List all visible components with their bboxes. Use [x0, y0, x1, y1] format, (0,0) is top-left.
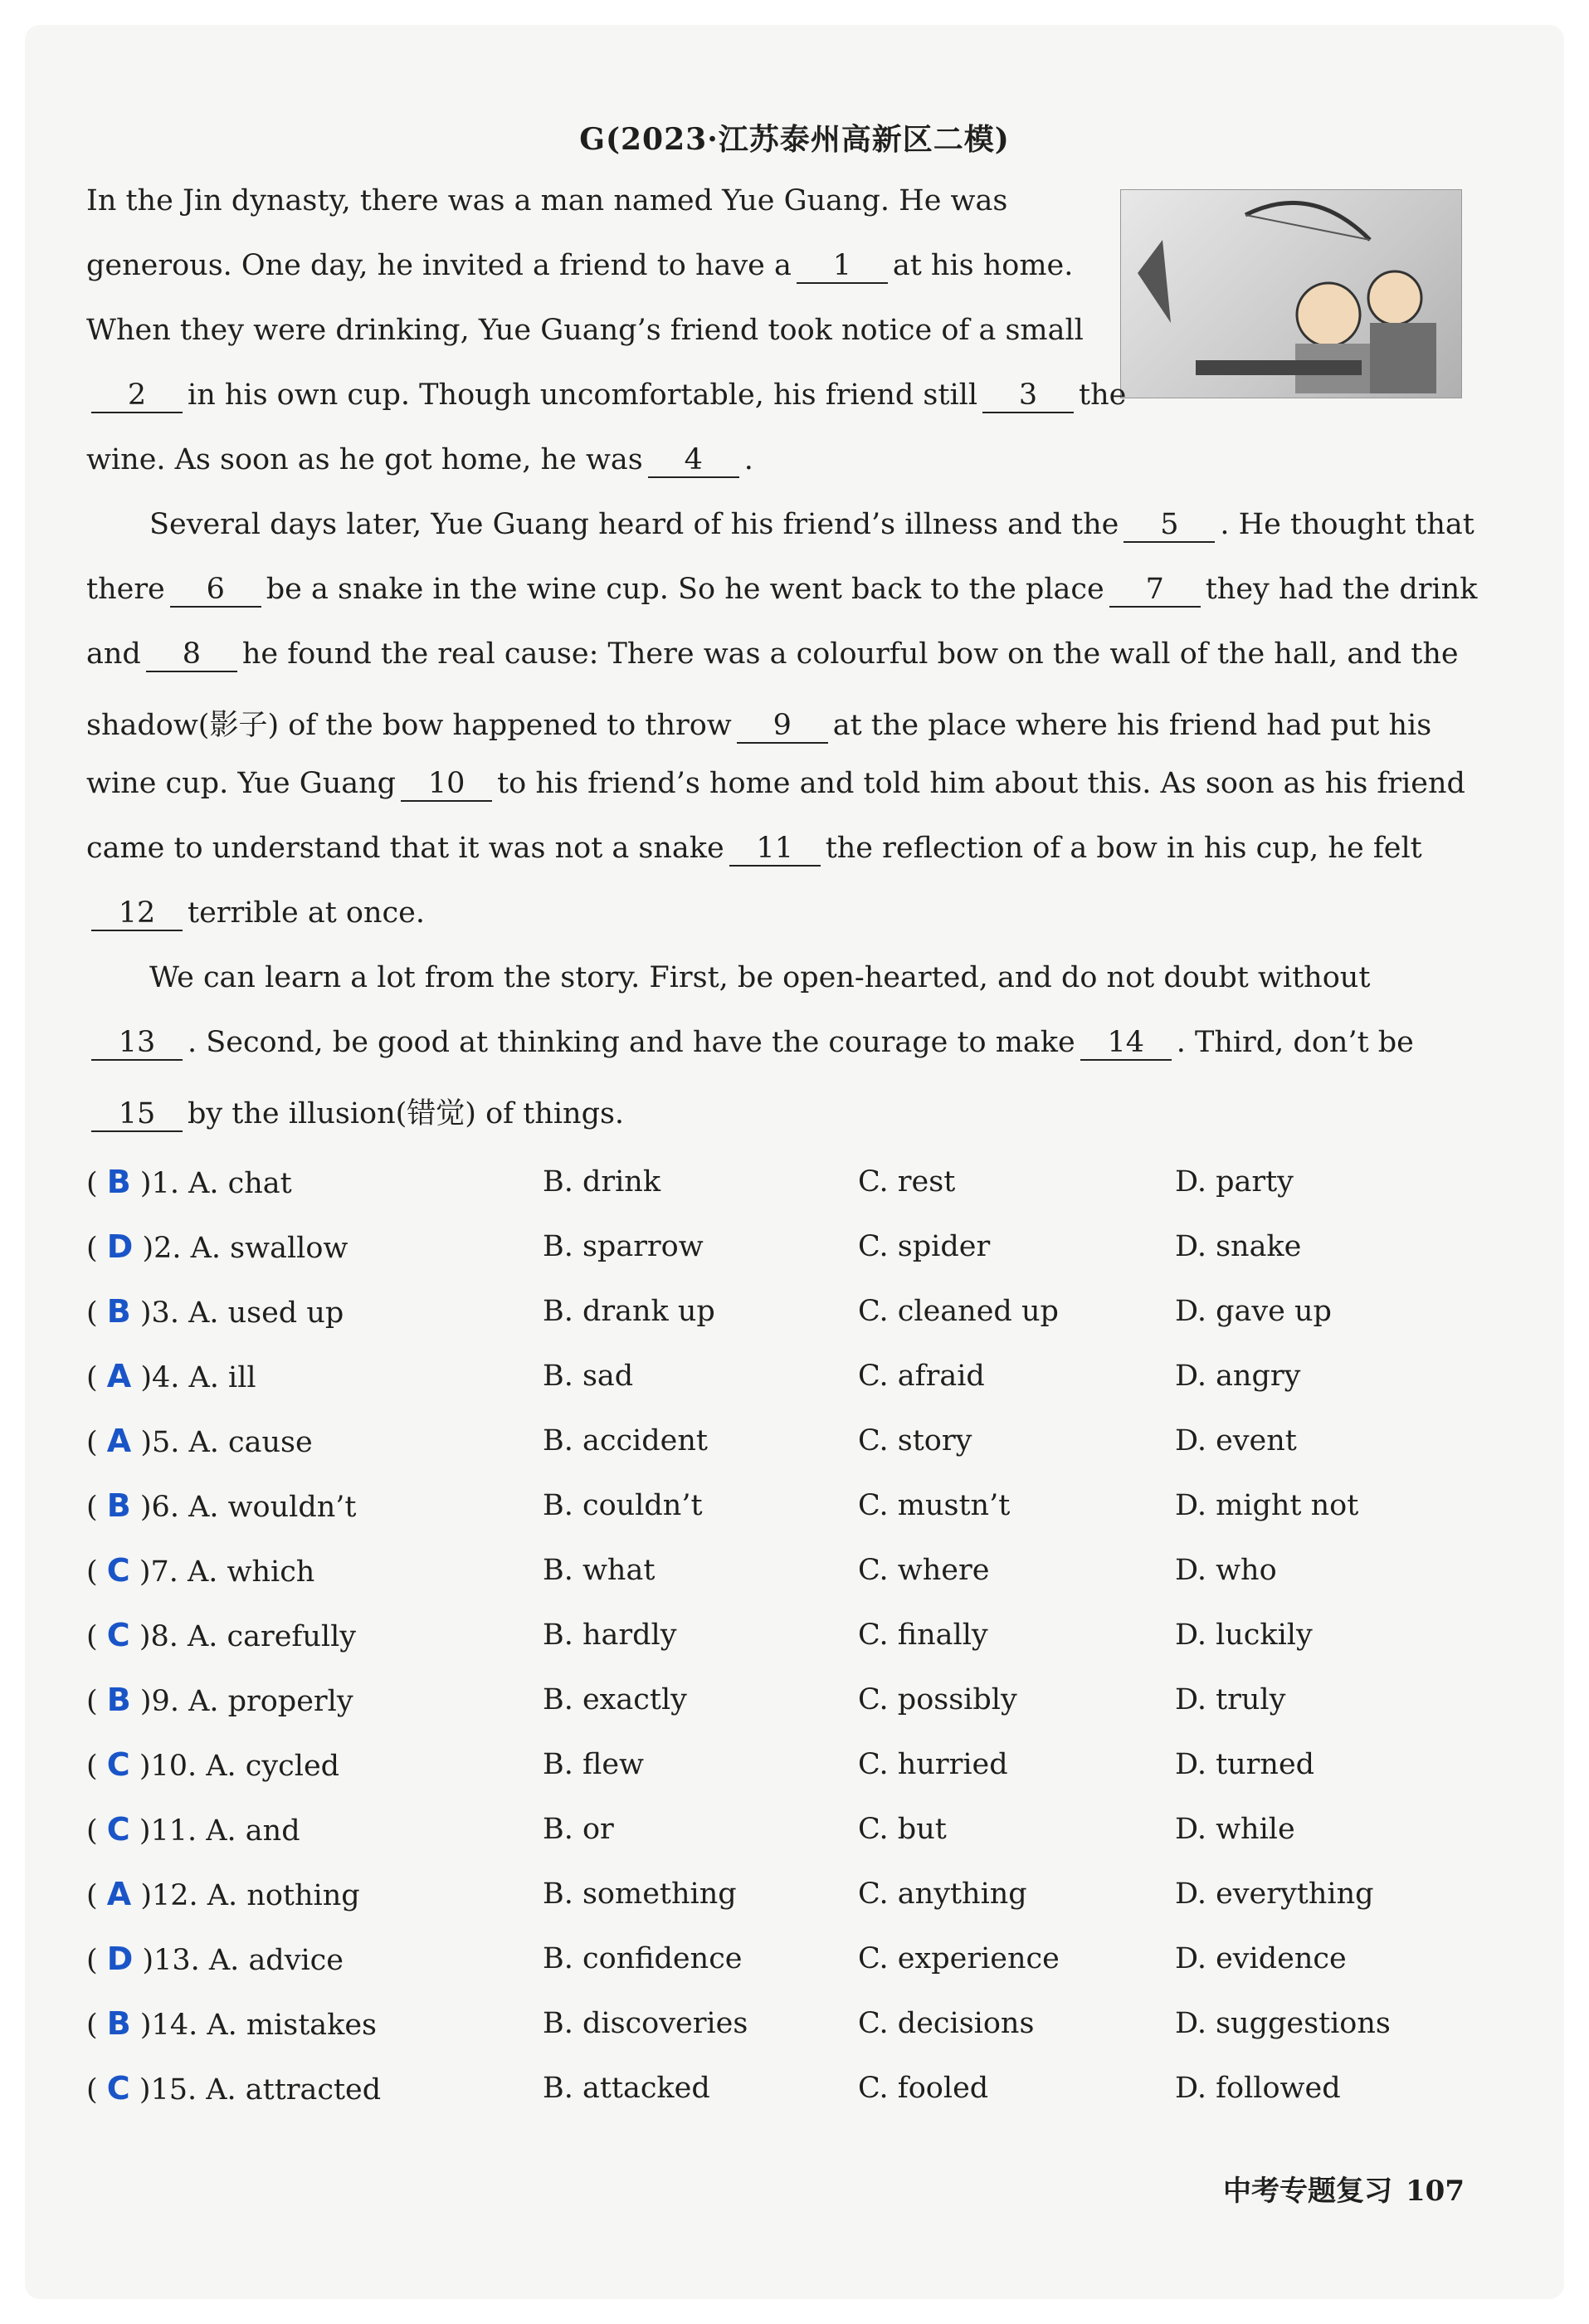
- p1-line-5-text-a: wine. As soon as he got home, he was: [86, 443, 643, 476]
- question-row: [86, 1150, 1464, 1214]
- answer-letter: B: [106, 1164, 131, 1200]
- option-a: ( A )12. A. nothing: [86, 1876, 360, 1912]
- option-c: C. where: [858, 1554, 990, 1587]
- option-b: B. discoveries: [543, 2007, 748, 2040]
- p2-line-6-text-a: came to understand that it was not a snake: [86, 832, 724, 865]
- question-row: [86, 1991, 1464, 2056]
- option-a: ( C )8. A. carefully: [86, 1617, 357, 1653]
- answer-letter: C: [106, 1811, 130, 1848]
- option-a-text: )12. A. nothing: [140, 1879, 360, 1912]
- option-a: ( C )10. A. cycled: [86, 1746, 340, 1783]
- answer-letter: A: [106, 1358, 132, 1394]
- question-row: [86, 1409, 1464, 1473]
- option-c: C. hurried: [858, 1748, 1008, 1781]
- p1-line-5: [86, 443, 753, 478]
- option-a: ( D )13. A. advice: [86, 1941, 344, 1977]
- option-c: C. cleaned up: [858, 1295, 1059, 1328]
- p2-line-4: [86, 702, 1431, 744]
- question-options: [86, 1150, 1464, 2121]
- p1-line-1: In the Jin dynasty, there was a man named Yue Guang. He was: [86, 184, 1008, 217]
- question-row: [86, 1473, 1464, 1538]
- p2-line-7: [86, 896, 425, 931]
- blank-12: 12: [91, 896, 183, 931]
- option-d: D. who: [1175, 1554, 1277, 1587]
- p2-line-5-text-a: wine cup. Yue Guang: [86, 767, 397, 800]
- answer-letter: C: [106, 1746, 130, 1783]
- option-a-text: )5. A. cause: [140, 1426, 313, 1459]
- p2-line-2: [86, 573, 1477, 608]
- option-a-text: )9. A. properly: [139, 1685, 353, 1718]
- option-d: D. while: [1175, 1813, 1295, 1846]
- option-b: B. something: [543, 1877, 737, 1911]
- p3-line-2-text-b: . Third, don’t be: [1176, 1026, 1414, 1059]
- option-d: D. truly: [1175, 1683, 1286, 1716]
- option-a: ( A )5. A. cause: [86, 1423, 313, 1459]
- option-a-text: )3. A. used up: [139, 1296, 344, 1330]
- blank-7: 7: [1109, 573, 1201, 608]
- option-a-text: )14. A. mistakes: [139, 2009, 378, 2042]
- answer-letter: C: [106, 1617, 130, 1653]
- option-a-text: )13. A. advice: [142, 1944, 344, 1977]
- option-c: C. story: [858, 1424, 972, 1457]
- blank-9: 9: [737, 709, 828, 744]
- option-c: C. rest: [858, 1165, 956, 1199]
- option-b: B. accident: [543, 1424, 708, 1457]
- option-a: ( C )11. A. and: [86, 1811, 300, 1848]
- option-c: C. possibly: [858, 1683, 1017, 1716]
- question-row: [86, 1603, 1464, 1667]
- p1-line-4: [86, 378, 1126, 413]
- option-c: C. spider: [858, 1230, 991, 1263]
- p3-line-1: We can learn a lot from the story. First, be open-hearted, and do not doubt without: [149, 961, 1371, 994]
- option-a-text: )2. A. swallow: [142, 1232, 349, 1265]
- p2-line-3-text-b: he found the real cause: There was a colourful bow on the wall of the hall, and the: [241, 637, 1459, 671]
- option-d: D. might not: [1175, 1489, 1359, 1522]
- answer-letter: D: [106, 1228, 134, 1265]
- answer-letter: B: [106, 1293, 131, 1330]
- option-c: C. afraid: [858, 1360, 985, 1393]
- option-a-text: )8. A. carefully: [139, 1620, 357, 1653]
- option-a: ( A )4. A. ill: [86, 1358, 256, 1394]
- option-a: ( B )3. A. used up: [86, 1293, 344, 1330]
- option-b: B. couldn’t: [543, 1489, 703, 1522]
- option-d: D. everything: [1175, 1877, 1374, 1911]
- option-d: D. turned: [1175, 1748, 1315, 1781]
- option-a-text: )10. A. cycled: [139, 1750, 340, 1783]
- option-a-text: )4. A. ill: [140, 1361, 256, 1394]
- option-b: B. or: [543, 1813, 614, 1846]
- blank-14: 14: [1080, 1026, 1172, 1061]
- option-c: C. fooled: [858, 2072, 989, 2105]
- question-row: [86, 1667, 1464, 1732]
- question-row: [86, 1344, 1464, 1409]
- blank-6: 6: [170, 573, 261, 608]
- option-c: C. finally: [858, 1618, 988, 1652]
- question-row: [86, 1279, 1464, 1344]
- option-a: ( B )1. A. chat: [86, 1164, 292, 1200]
- option-b: B. sad: [543, 1360, 634, 1393]
- p3-line-3-text: by the illusion(错觉) of things.: [188, 1097, 625, 1130]
- question-row: [86, 1214, 1464, 1279]
- option-a-text: )1. A. chat: [139, 1167, 292, 1200]
- option-b: B. drink: [543, 1165, 661, 1199]
- p3-line-2: [86, 1026, 1414, 1061]
- p1-line-2: [86, 249, 1073, 284]
- answer-letter: A: [106, 1876, 132, 1912]
- p2-line-3-text-a: and: [86, 637, 141, 671]
- option-d: D. party: [1175, 1165, 1294, 1199]
- option-a-text: )15. A. attracted: [139, 2073, 382, 2107]
- p1-line-2-text-b: at his home.: [892, 249, 1074, 282]
- blank-11: 11: [729, 832, 821, 867]
- blank-2: 2: [91, 378, 183, 413]
- question-row: [86, 1732, 1464, 1797]
- option-d: D. event: [1175, 1424, 1297, 1457]
- blank-5: 5: [1124, 508, 1215, 543]
- question-row: [86, 1926, 1464, 1991]
- option-b: B. sparrow: [543, 1230, 704, 1263]
- option-a-text: )6. A. wouldn’t: [139, 1491, 357, 1524]
- section-title: G(2023·江苏泰州高新区二模): [579, 122, 1010, 157]
- option-d: D. suggestions: [1175, 2007, 1391, 2040]
- answer-letter: B: [106, 2005, 131, 2042]
- option-a: ( B )9. A. properly: [86, 1682, 353, 1718]
- p1-line-2-text-a: generous. One day, he invited a friend to have a: [86, 249, 792, 282]
- option-a-text: )7. A. which: [139, 1555, 315, 1589]
- p2-line-1: [149, 508, 1474, 543]
- p2-line-5: [86, 767, 1465, 802]
- page-number: 107: [1406, 2175, 1465, 2208]
- story-illustration: [1120, 189, 1462, 398]
- blank-10: 10: [401, 767, 492, 802]
- option-b: B. attacked: [543, 2072, 710, 2105]
- p2-line-3: [86, 637, 1459, 672]
- option-a-text: )11. A. and: [139, 1814, 300, 1848]
- option-d: D. evidence: [1175, 1942, 1347, 1975]
- p2-line-5-text-b: to his friend’s home and told him about this. As soon as his friend: [497, 767, 1465, 800]
- option-a: ( C )15. A. attracted: [86, 2070, 382, 2107]
- question-row: [86, 2056, 1464, 2121]
- option-d: D. gave up: [1175, 1295, 1332, 1328]
- p2-line-4-text-a: shadow(影子) of the bow happened to throw: [86, 709, 732, 742]
- question-row: [86, 1538, 1464, 1603]
- p2-line-2-text-c: they had the drink: [1205, 573, 1478, 606]
- p1-line-4-text-b: the: [1079, 378, 1127, 412]
- blank-1: 1: [797, 249, 888, 284]
- option-a: ( C )7. A. which: [86, 1552, 315, 1589]
- p2-line-2-text-a: there: [86, 573, 165, 606]
- option-c: C. decisions: [858, 2007, 1035, 2040]
- p2-line-7-text: terrible at once.: [188, 896, 425, 930]
- option-a: ( B )6. A. wouldn’t: [86, 1487, 357, 1524]
- option-b: B. confidence: [543, 1942, 743, 1975]
- p2-line-4-text-b: at the place where his friend had put his: [832, 709, 1432, 742]
- footer-section: 中考专题复习: [1223, 2175, 1393, 2208]
- p1-line-5-text-b: .: [743, 443, 753, 476]
- option-b: B. drank up: [543, 1295, 715, 1328]
- option-b: B. what: [543, 1554, 656, 1587]
- answer-letter: A: [106, 1423, 132, 1459]
- option-c: C. but: [858, 1813, 947, 1846]
- blank-4: 4: [648, 443, 739, 478]
- option-b: B. exactly: [543, 1683, 687, 1716]
- answer-letter: D: [106, 1941, 134, 1977]
- option-b: B. hardly: [543, 1618, 677, 1652]
- blank-8: 8: [146, 637, 237, 672]
- p2-line-1-text-b: . He thought that: [1220, 508, 1474, 541]
- p3-line-3: [86, 1091, 624, 1132]
- option-b: B. flew: [543, 1748, 644, 1781]
- p1-line-3: When they were drinking, Yue Guang’s friend took notice of a small: [86, 314, 1084, 347]
- answer-letter: B: [106, 1682, 131, 1718]
- option-c: C. experience: [858, 1942, 1060, 1975]
- blank-3: 3: [982, 378, 1074, 413]
- option-c: C. mustn’t: [858, 1489, 1011, 1522]
- p1-line-4-text-a: in his own cup. Though uncomfortable, his friend still: [188, 378, 978, 412]
- option-d: D. snake: [1175, 1230, 1302, 1263]
- p2-line-6-text-b: the reflection of a bow in his cup, he felt: [825, 832, 1422, 865]
- blank-13: 13: [91, 1026, 183, 1061]
- answer-letter: B: [106, 1487, 131, 1524]
- p2-line-2-text-b: be a snake in the wine cup. So he went back to the place: [266, 573, 1104, 606]
- question-row: [86, 1797, 1464, 1862]
- option-a: ( B )14. A. mistakes: [86, 2005, 378, 2042]
- p2-line-1-text-a: Several days later, Yue Guang heard of his friend’s illness and the: [149, 508, 1119, 541]
- option-d: D. followed: [1175, 2072, 1341, 2105]
- answer-letter: C: [106, 2070, 130, 2107]
- page-footer: [1223, 2168, 1465, 2209]
- option-a: ( D )2. A. swallow: [86, 1228, 349, 1265]
- question-row: [86, 1862, 1464, 1926]
- answer-letter: C: [106, 1552, 130, 1589]
- p2-line-6: [86, 832, 1422, 867]
- p3-line-2-text-a: . Second, be good at thinking and have the courage to make: [188, 1026, 1075, 1059]
- blank-15: 15: [91, 1097, 183, 1132]
- option-c: C. anything: [858, 1877, 1027, 1911]
- option-d: D. luckily: [1175, 1618, 1313, 1652]
- option-d: D. angry: [1175, 1360, 1301, 1393]
